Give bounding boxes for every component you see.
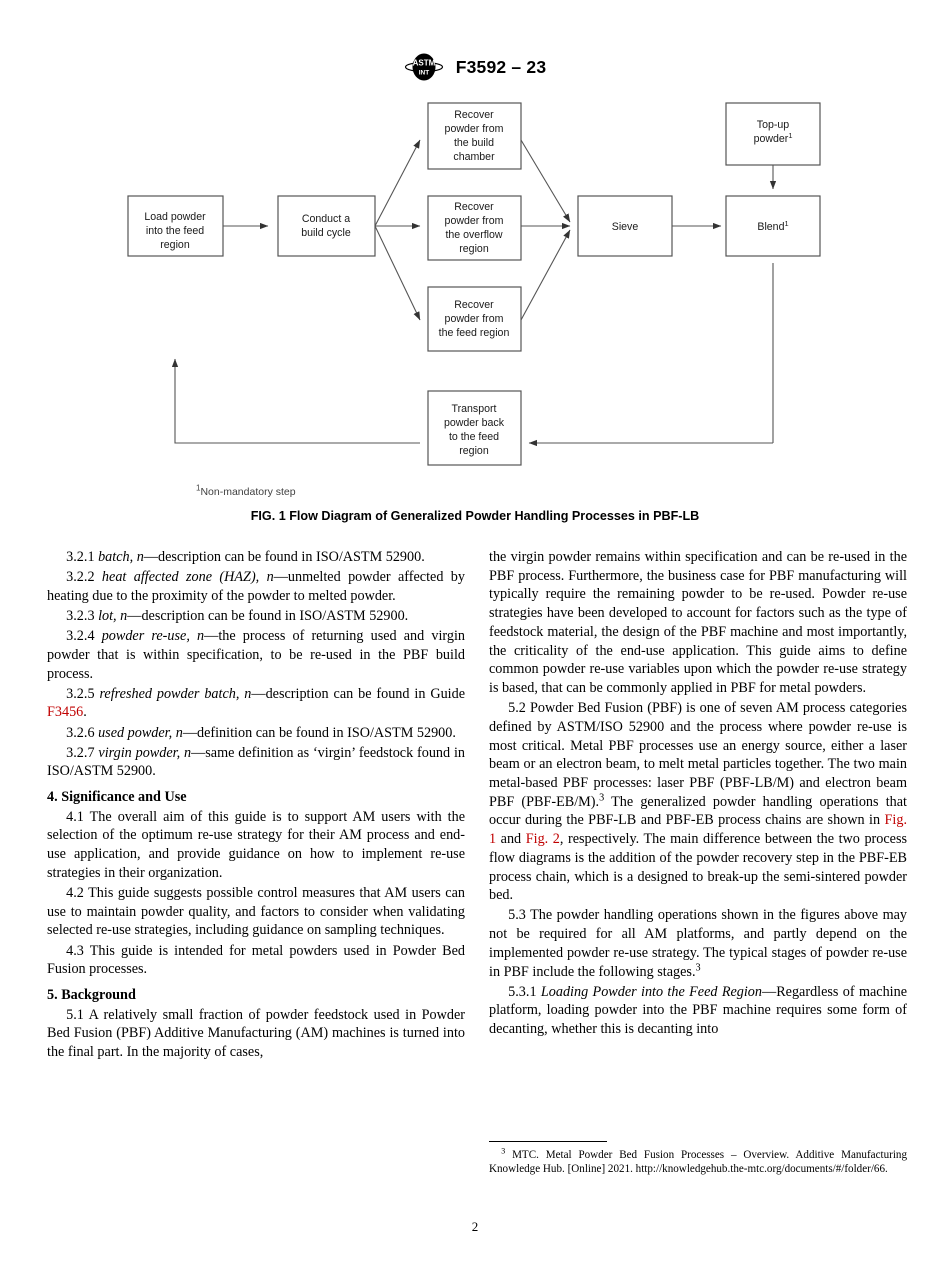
para-5-3-1-text: —Regardless of machine platform, loading powder into the PBF machine requires some form of decanting, whether this is decanting into — [489, 983, 908, 1038]
para-3-2-3-number: 3.2.3 — [66, 607, 95, 624]
para-5-2 — [489, 699, 907, 905]
para-3-2-7-text: —same definition as ‘virgin’ feedstock found in ISO/ASTM 52900. — [47, 744, 466, 780]
left-column — [47, 548, 465, 1063]
box-conduct-build — [278, 196, 375, 256]
para-3-2-2-number: 3.2.2 — [66, 569, 95, 586]
flow-diagram-figure — [0, 92, 950, 532]
para-5-2-part4: , respectively. The main difference between the two process flow diagrams is the addition of the powder recovery step in the PBF-EB process chain, which is a designed to break-up the semi-sintered powder bed. — [489, 831, 907, 904]
box-conduct-build-line-0: Conduct a — [301, 213, 351, 225]
para-5-1-number: 5.1 — [66, 1006, 84, 1023]
xref-f3456[interactable]: F3456 — [47, 704, 84, 721]
para-5-2-part2: The generalized powder handling operations that occur during the PBF-LB and PBF-EB process chains are shown in — [489, 793, 907, 829]
para-5-3 — [489, 906, 907, 981]
box-sieve-label: Sieve — [611, 221, 639, 233]
svg-text:INT: INT — [418, 69, 429, 77]
box-recover-overflow-line-1: powder from — [444, 215, 504, 227]
box-recover-feed-line-2: the feed region — [438, 327, 510, 339]
figure-footnote-marker: 1 — [196, 483, 201, 493]
para-3-2-6-number: 3.2.6 — [66, 724, 95, 741]
para-4-3-number: 4.3 — [66, 942, 84, 959]
box-recover-overflow-line-3: region — [459, 243, 489, 255]
para-3-2-5 — [47, 685, 465, 722]
para-3-2-6-text: —definition can be found in ISO/ASTM 52900. — [182, 724, 456, 741]
box-blend-superscript: 1 — [784, 219, 789, 228]
para-3-2-7-number: 3.2.7 — [66, 744, 95, 761]
para-5-1-text: A relatively small fraction of powder feedstock used in Powder Bed Fusion (PBF) Additive Manufacturing (AM) machines is turned into the final part. In the majority of cases, — [47, 1006, 466, 1061]
footnote-3-marker: 3 — [501, 1146, 506, 1156]
body-columns — [47, 548, 907, 1218]
para-4-2-text: This guide suggests possible control measures that AM users can use to maintain powder quality, and factors to consider when validating selected re-use strategies, including guidance on sampling techniques. — [47, 885, 465, 939]
box-top-up-line-1 — [754, 131, 793, 145]
para-5-2-number: 5.2 — [508, 700, 526, 717]
para-3-2-2 — [47, 568, 465, 605]
para-3-2-5-number: 3.2.5 — [66, 685, 95, 702]
para-continuation: the virgin powder remains within specification and can be re-used in the PBF process. Furthermore, the business case for PBF manufacturing will typically require the remaining powder to be re-used. Powder re-use strategies have been developed to account for factors such as the type of feedstock material, the design of the PBF machine and most importantly, the criticality of the end-use application. This guide aims to define common powder re-use variables upon which the powder re-use strategy is based, that can be commonly applied in PBF for metal powders. — [489, 549, 907, 697]
box-recover-feed-line-1: powder from — [444, 313, 504, 325]
para-3-2-1-text: —description can be found in ISO/ASTM 52900. — [143, 549, 425, 565]
box-transport-line-2: to the feed — [448, 431, 500, 443]
para-3-2-5-tail: . — [83, 704, 87, 721]
box-recover-feed-line-0: Recover — [454, 299, 494, 311]
para-3-2-6 — [47, 724, 465, 743]
para-3-2-7 — [47, 744, 465, 781]
box-conduct-build-line-1: build cycle — [301, 227, 351, 239]
figure-caption: FIG. 1 Flow Diagram of Generalized Powder Handling Processes in PBF-LB — [250, 509, 700, 523]
para-3-2-5-text: —description can be found in Guide — [251, 685, 465, 702]
para-4-1-text: The overall aim of this guide is to support AM users with the selection of the optimum re-use strategy for their AM process and end-use application, and provide guidance on how to implement re-use strategies in their organization. — [47, 808, 465, 881]
page-header — [0, 52, 950, 82]
astm-logo — [404, 52, 444, 82]
xref-fig-2[interactable]: Fig. 2 — [525, 831, 560, 848]
box-top-up-line-1-text: powder — [753, 133, 789, 145]
box-top-up-superscript: 1 — [788, 131, 793, 140]
para-4-3-text: This guide is intended for metal powders used in Powder Bed Fusion processes. — [47, 942, 465, 978]
box-recover-overflow-line-2: the overflow — [445, 229, 503, 241]
para-3-2-4 — [47, 627, 465, 683]
para-3-2-3-term: lot, n — [98, 607, 128, 624]
box-load-powder-line-2: region — [160, 239, 190, 251]
para-3-2-2-term: heat affected zone (HAZ), n — [101, 569, 274, 586]
para-4-2 — [47, 884, 465, 940]
document-designation: F3592 – 23 — [455, 56, 547, 77]
para-5-2-footnote-ref[interactable]: 3 — [599, 792, 605, 804]
box-transport-line-3: region — [459, 445, 489, 457]
para-3-2-4-text: —the process of returning used and virgin powder that is within specification, to be re-used in the PBF build process. — [47, 628, 466, 682]
box-top-up-line-0: Top-up — [756, 119, 790, 131]
para-3-2-1-term: batch, n — [98, 549, 144, 565]
figure-footnote — [196, 483, 296, 498]
section-heading-4: 4. Significance and Use — [47, 789, 187, 806]
para-5-3-footnote-ref[interactable]: 3 — [695, 961, 701, 973]
para-3-2-7-term: virgin powder, n — [98, 744, 192, 761]
box-transport-line-1: powder back — [443, 417, 505, 429]
para-3-2-1 — [47, 548, 465, 567]
svg-text:ASTM: ASTM — [412, 58, 436, 68]
para-5-1 — [47, 1006, 465, 1062]
box-recover-build-line-2: the build — [453, 137, 495, 149]
box-blend-label-text: Blend — [757, 221, 785, 233]
para-4-2-number: 4.2 — [66, 885, 84, 901]
footnote-3 — [489, 1148, 907, 1177]
para-3-2-2-text: —unmelted powder affected by heating due to the proximity of the powder to melted powder. — [47, 569, 465, 604]
box-transport-line-0: Transport — [451, 403, 497, 415]
section-heading-5: 5. Background — [47, 987, 136, 1004]
para-4-1-number: 4.1 — [66, 808, 84, 825]
para-4-1 — [47, 808, 465, 883]
box-recover-overflow-line-0: Recover — [454, 201, 494, 213]
para-5-3-1 — [489, 983, 907, 1039]
footnote-3-text: MTC. Metal Powder Bed Fusion Processes – Overview. Additive Manufacturing Knowledge Hub. [Online] 2021. http://knowledgehub.the-mtc.org/documents/#/folder/66. — [489, 1149, 907, 1176]
para-3-2-6-term: used powder, n — [98, 724, 183, 741]
figure-footnote-text: Non-mandatory step — [200, 486, 296, 498]
page-number: 2 — [471, 1219, 479, 1234]
para-3-2-3 — [47, 607, 465, 626]
right-column — [489, 548, 907, 1040]
xref-fig-1[interactable]: Fig. 1 — [489, 812, 907, 848]
para-5-2-part3: and — [496, 831, 526, 848]
footnote-block — [489, 1141, 907, 1177]
para-5-3-1-term: Loading Powder into the Feed Region — [540, 983, 762, 1000]
para-5-2-part1: Powder Bed Fusion (PBF) is one of seven AM process categories defined by ASTM/ISO 52900 and the process where powder re-use is most critical. Metal PBF processes use an energy source, either a laser beam or an electron beam, to melt metal particles together. The two main metal-based PBF processes: laser PBF (PBF-LB/M) and electron beam PBF (PBF-EB/M). — [489, 700, 907, 810]
box-blend-label — [757, 219, 788, 233]
para-5-3-part1: The powder handling operations shown in the figures above may not be required for all AM platforms, and partly depend on the implemented powder re-use strategy. The typical stages of powder re-use in PBF include the following stages. — [489, 907, 907, 980]
para-3-2-4-number: 3.2.4 — [66, 628, 95, 645]
box-recover-build-line-1: powder from — [444, 123, 504, 135]
box-recover-build-line-0: Recover — [454, 109, 494, 121]
box-recover-build-line-3: chamber — [453, 151, 495, 163]
para-5-3-1-number: 5.3.1 — [508, 983, 537, 1000]
para-3-2-3-text: —description can be found in ISO/ASTM 52900. — [127, 607, 409, 624]
para-3-2-1-number: 3.2.1 — [66, 549, 95, 565]
footnote-separator — [489, 1141, 607, 1142]
para-5-3-number: 5.3 — [508, 907, 526, 924]
para-3-2-4-term: powder re-use, n — [101, 628, 205, 645]
para-4-3 — [47, 942, 465, 979]
box-load-powder-line-0: Load powder — [144, 211, 206, 223]
para-3-2-5-term: refreshed powder batch, n — [99, 685, 252, 702]
box-load-powder-line-1: into the feed — [145, 225, 205, 237]
